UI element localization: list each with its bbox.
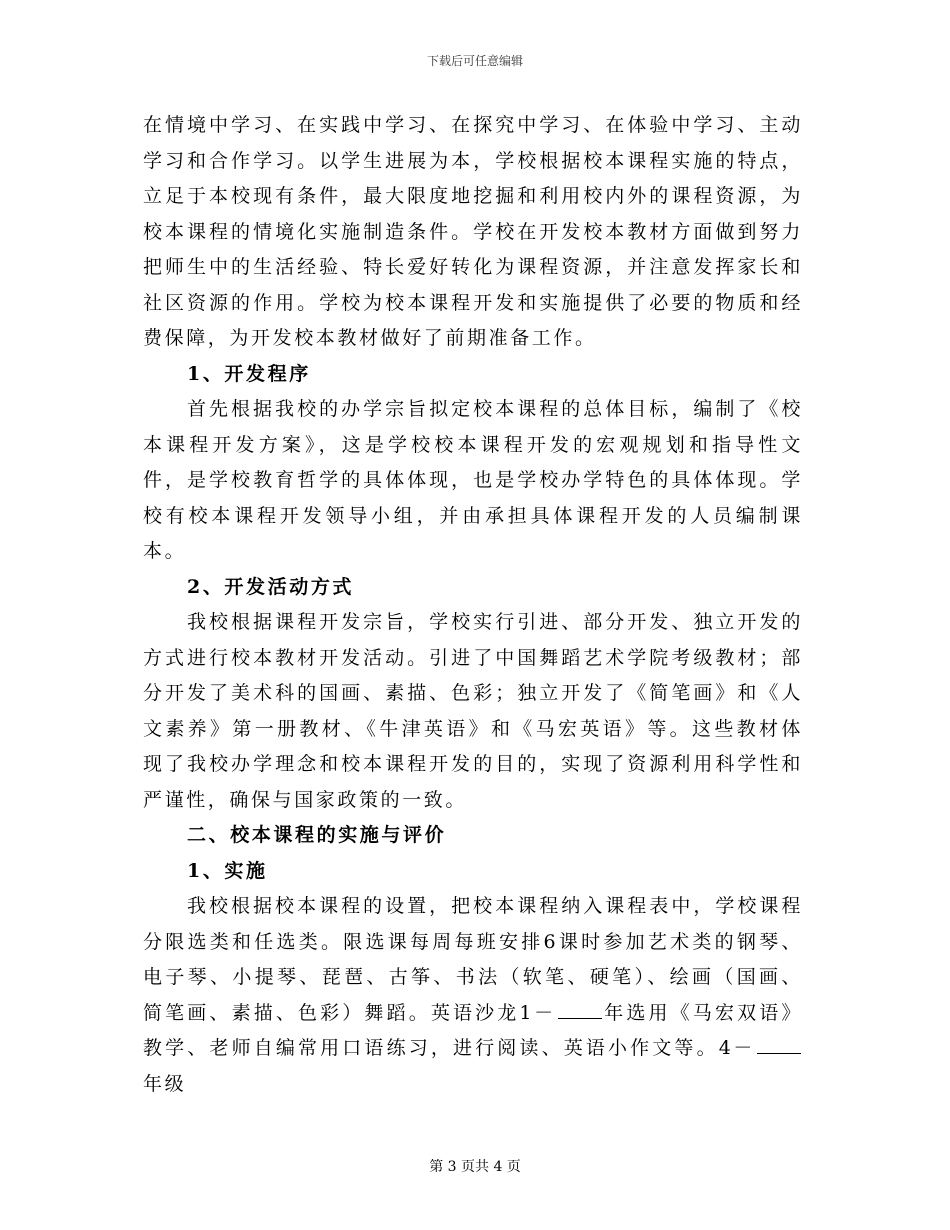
paragraph-intro-continued: 在情境中学习、在实践中学习、在探究中学习、在体验中学习、主动学习和合作学习。以学生进展为本，学校根据校本课程实施的特点，立足于本校现有条件，最大限度地挖掘和利用校内外的课程资源，为校本课程的情境化实施制造条件。学校在开发校本教材方面做到努力把师生中的生活经验、特长爱好转化为课程资源，并注意发挥家长和社区资源的作用。学校为校本课程开发和实施提供了必要的物质和经费保障，为开发校本教材做好了前期准备工作。 (143, 114, 803, 349)
paragraph-implementation (143, 889, 803, 1102)
paragraph-development-method: 我校根据课程开发宗旨，学校实行引进、部分开发、独立开发的方式进行校本教材开发活动。引进了中国舞蹈艺术学院考级教材；部分开发了美术科的国画、素描、色彩；独立开发了《简笔画》和《人文素养》第一册教材、《牛津英语》和《马宏英语》等。这些教材体现了我校办学理念和校本课程开发的目的，实现了资源利用科学性和严谨性，确保与国家政策的一致。 (143, 611, 803, 811)
paragraph-implementation-part-3: 年级 (143, 1072, 187, 1095)
fill-blank-2 (757, 1033, 801, 1054)
paragraph-implementation-part-2: 年选用《马宏双语》教学、老师自编常用口语练习，进行阅读、英语小作文等。4－ (143, 1001, 803, 1059)
fill-blank-1 (558, 998, 602, 1019)
document-body (143, 108, 803, 1102)
paragraph-development-procedure: 首先根据我校的办学宗旨拟定校本课程的总体目标，编制了《校本课程开发方案》，这是学校校本课程开发的宏观规划和指导性文件，是学校教育哲学的具体体现，也是学校办学特色的具体体现。学校有校本课程开发领导小组，并由承担具体课程开发的人员编制课本。 (143, 398, 803, 562)
heading-implementation: 1、实施 (187, 859, 268, 882)
heading-implementation-evaluation: 二、校本课程的实施与评价 (187, 824, 447, 846)
page-footer: 第 3 页共 4 页 (429, 1159, 521, 1175)
paragraph-implementation-part-1: 我校根据校本课程的设置，把校本课程纳入课程表中，学校课程分限选类和任选类。限选课每周每班安排6课时参加艺术类的钢琴、电子琴、小提琴、琵琶、古筝、书法（软笔、硬笔）、绘画（国画、简笔画、素描、色彩）舞蹈。英语沙龙1－ (143, 895, 803, 1024)
page-header: 下载后可任意编辑 (426, 54, 523, 68)
heading-development-method: 2、开发活动方式 (187, 575, 355, 598)
heading-development-procedure: 1、开发程序 (187, 362, 311, 385)
